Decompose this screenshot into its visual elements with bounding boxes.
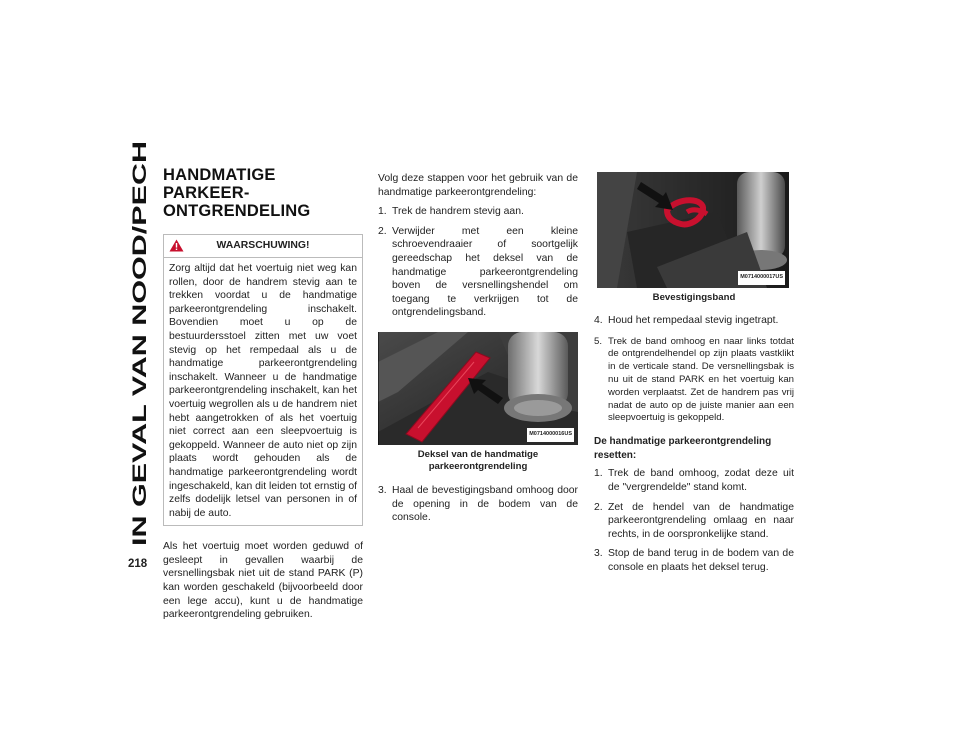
warning-header [164, 235, 362, 258]
steps-list-a [378, 205, 578, 320]
list-item: 1. Trek de handrem stevig aan. [378, 206, 524, 218]
reset-steps-list [594, 467, 794, 574]
steps-list-c [594, 314, 794, 425]
list-item: 3. Haal de bevestigingsband omhoog door de opening in de bodem van de console. [378, 484, 578, 524]
section-title-line2: ONTGRENDELING [163, 202, 311, 220]
list-item: 2. Zet de hendel van de handmatige parkeerontgrendeling omlaag en naar rechts, in de oorspronkelijke stand. [594, 501, 794, 540]
steps-intro: Volg deze stappen voor het gebruik van de handmatige parkeerontgrendeling: [378, 173, 578, 198]
reset-heading: De handmatige parkeerontgrendeling resetten: [594, 436, 772, 461]
figure-band-image [597, 172, 789, 288]
tow-paragraph: Als het voertuig moet worden geduwd of gesleept in gevallen waarbij de versnellingsbak niet uit de stand PARK (P) kan worden geschakeld (bijvoorbeeld door een lege accu), kunt u de handmatige parkeerontgrendeling gebruiken. [163, 541, 363, 621]
section-side-tab [120, 128, 154, 548]
section-title [163, 166, 363, 220]
column-middle [378, 172, 578, 525]
section-title-line1: HANDMATIGE PARKEER- [163, 166, 276, 202]
warning-body: Zorg altijd dat het voertuig niet weg kan rollen, door de handrem stevig aan te trekken voordat u de handmatige parkeerontgrendeling inschakelt. Bovendien moet u op de bestuurdersstoel zitten met uw voet stevig op het rempedaal als u de handmatige parkeerontgrendeling inschakelt. Wanneer u de handmatige parkeerontgrendeling inschakelt, kan het voertuig wegrollen als u de handrem niet hebt aangetrokken of als het voertuig niet correct aan een sleepvoertuig is gekoppeld. Wanneer de auto niet op zijn plaats wordt gehouden als de handmatige parkeerontgrendeling wordt ingeschakeld, kan dit leiden tot ernstig of zelfs dodelijk letsel van personen in of nabij de auto. [169, 263, 357, 519]
figure-band-caption: Bevestigingsband [652, 292, 736, 303]
figure-cover-caption: Deksel van de handmatige parkeerontgrendeling [417, 448, 539, 472]
side-tab-label: IN GEVAL VAN NOOD/PECH [129, 287, 151, 546]
list-item: 1. Trek de band omhoog, zodat deze uit de "vergrendelde" stand komt. [594, 468, 794, 493]
column-right [594, 172, 794, 575]
column-left [163, 166, 363, 622]
warning-box [163, 234, 363, 526]
list-item: 3. Stop de band terug in de bodem van de console en plaats het deksel terug. [594, 548, 794, 573]
figure-band-code: M0714000017US [738, 271, 785, 285]
list-item: 4. Houd het rempedaal stevig ingetrapt. [594, 315, 779, 326]
steps-list-b [378, 484, 578, 525]
list-item: 2. Verwijder met een kleine schroevendraaier of soortgelijk gereedschap het deksel van de handmatige parkeerontgrendeling boven de versnellingshendel om toegang te verkrijgen tot de ontgrendelingsband. [378, 225, 578, 319]
warning-title: WAARSCHUWING! [216, 240, 310, 251]
figure-cover-code: M0714000016US [527, 428, 574, 442]
list-item: 5. Trek de band omhoog en naar links totdat de ontgrendelhendel op zijn plaats vastklikt in de verticale stand. De versnellingsbak is nu uit de stand PARK en het voertuig kan worden verplaatst. Zet de handrem pas vrij nadat de auto op de juiste manier aan een sleepvoertuig is gekoppeld. [594, 335, 794, 424]
page-number: 218 [128, 558, 148, 570]
figure-cover-image [378, 332, 578, 445]
